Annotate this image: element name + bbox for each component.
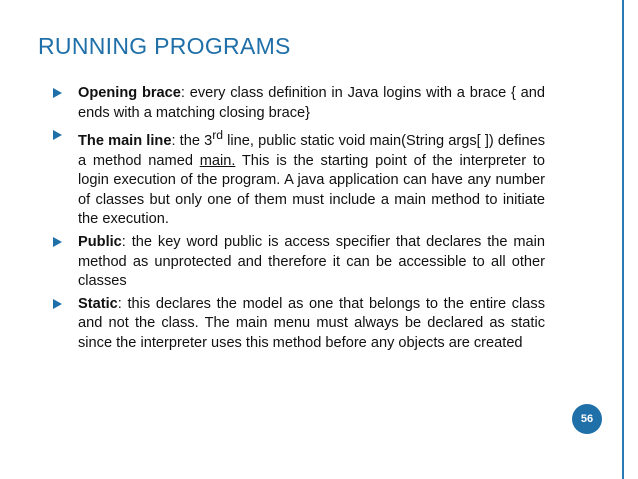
triangle-bullet-icon: [52, 237, 62, 247]
bullet-text: line, public static void main(String args[ ]) defines a method named: [78, 133, 545, 169]
slide-side-frame: [623, 0, 638, 479]
triangle-bullet-icon: [52, 88, 62, 98]
bullet-text: This is the starting point of the interpreter to login execution of the program. A java application can have any number of classes but only one of them must include a main method to initiate the execution.: [78, 152, 545, 228]
bullet-term: Public: [78, 234, 122, 251]
slide-title: RUNNING PROGRAMS: [38, 33, 291, 59]
bullet-term: Static: [78, 295, 118, 312]
page-number-badge: 56: [572, 404, 602, 434]
triangle-bullet-icon: [52, 130, 62, 140]
slide-side-rule: [622, 0, 624, 479]
bullet-text: : every class definition in Java logins with a brace { and ends with a matching closing brace}: [78, 85, 545, 121]
underlined-term: main.: [199, 152, 236, 169]
bullet-text: : the key word public is access specifier that declares the main method as unprotected and therefore it can be accessible to all other classes: [78, 234, 545, 290]
ordinal-suffix: rd: [212, 128, 224, 143]
triangle-bullet-icon: [52, 299, 62, 309]
bullet-item: [48, 295, 545, 354]
bullet-item: [48, 84, 545, 123]
bullet-term: Opening brace: [78, 85, 181, 101]
bullet-term: The main line: [78, 133, 172, 150]
bullet-text: : this declares the model as one that belongs to the entire class and not the class. The main menu must always be declared as static since the interpreter uses this method before any objects are created: [78, 295, 545, 351]
bullet-text: : the 3: [171, 133, 213, 150]
bullet-item: [48, 126, 545, 230]
bullet-item: [48, 233, 545, 292]
bullet-list: [48, 84, 545, 357]
